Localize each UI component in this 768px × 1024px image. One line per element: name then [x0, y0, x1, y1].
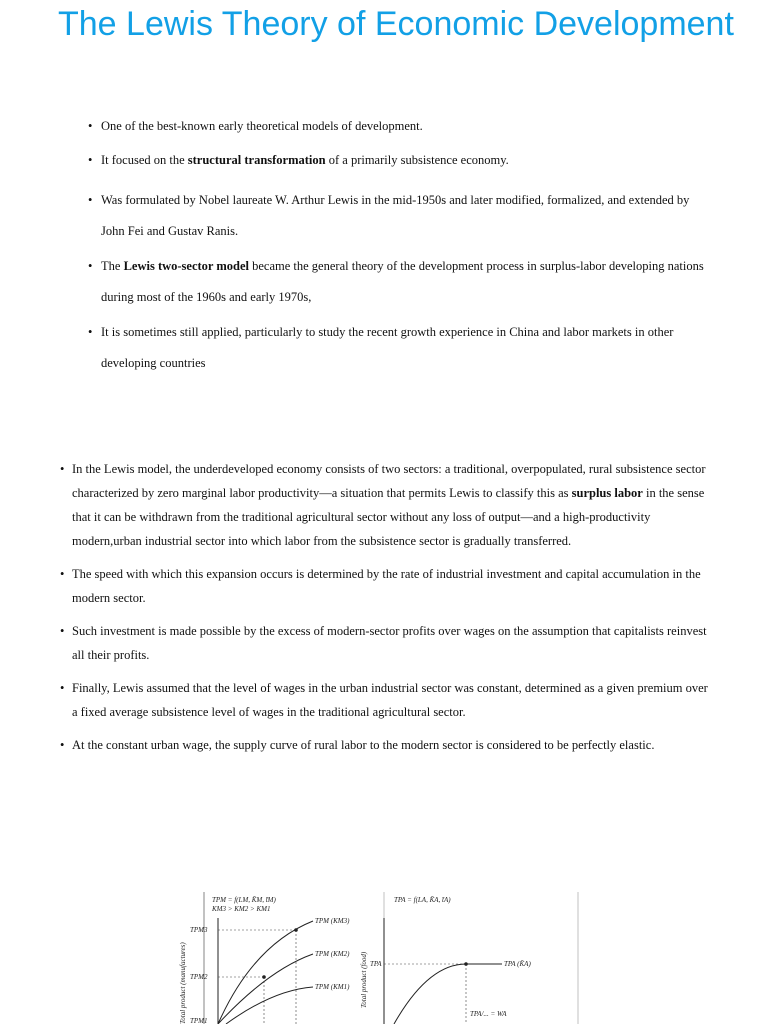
item-text-after: became the general theory of the development process in surplus-labor developing nations during most of the 1960s and early 1970s, [101, 259, 704, 304]
label-tpa-wa: TPA/... = WA [470, 1010, 507, 1018]
tick-tpm3: TPM3 [190, 926, 208, 934]
item-text: Finally, Lewis assumed that the level of wages in the urban industrial sector was constant, determined as a given premium over a fixed average subsistence level of wages in the traditional agricultural sector. [72, 681, 708, 719]
list-item [58, 562, 716, 610]
right-equation: TPA = f(LA, K̄A, t̄A) [394, 896, 451, 904]
item-bold: Lewis two-sector model [123, 259, 249, 273]
item-text: It is sometimes still applied, particularly to study the recent growth experience in China and labor markets in other developing countries [101, 325, 674, 370]
list-item [58, 619, 716, 667]
item-text: It focused on the [101, 153, 188, 167]
list-item [58, 676, 716, 724]
item-text: The speed with which this expansion occurs is determined by the rate of industrial investment and capital accumulation in the modern sector. [72, 567, 701, 605]
curve-tpm-km1 [226, 987, 313, 1024]
point-km3 [294, 928, 298, 932]
label-tpm-km2: TPM (KM2) [315, 950, 350, 958]
tick-tpm2: TPM2 [190, 973, 208, 981]
list-item [86, 117, 706, 135]
label-tpm-km3: TPM (KM3) [315, 917, 350, 925]
item-text: The [101, 259, 124, 273]
item-text: In the Lewis model, the underdeveloped economy consists of two sectors: a traditional, overpopulated, rural subsistence sector characterized by zero marginal labor productivity—a situation that permits Lewis to classify this as [72, 462, 706, 500]
intro-bullet-list [86, 117, 706, 383]
left-capital-order: KM3 > KM2 > KM1 [212, 905, 271, 913]
point-tpa [464, 962, 468, 966]
item-text: One of the best-known early theoretical models of development. [101, 119, 423, 133]
item-text: Was formulated by Nobel laureate W. Arthur Lewis in the mid-1950s and later modified, formalized, and extended by John Fei and Gustav Ranis. [101, 193, 690, 238]
point-km2 [262, 975, 266, 979]
curve-tpm-km3 [218, 921, 313, 1024]
item-text: At the constant urban wage, the supply curve of rural labor to the modern sector is considered to be perfectly elastic. [72, 738, 655, 752]
item-bold: surplus labor [571, 486, 643, 500]
item-text-after: in the sense that it can be withdrawn from the traditional agricultural sector without any loss of output—and a high-productivity modern,urban industrial sector into which labor from the subsistence sector is gradually transferred. [72, 486, 705, 548]
list-item [58, 733, 716, 757]
list-item [86, 185, 706, 247]
list-item [86, 317, 706, 379]
tick-tpa: TPA [370, 960, 382, 968]
list-item [58, 457, 716, 553]
item-bold: structural transformation [187, 153, 326, 167]
label-tpa-ka: TPA (K̄A) [504, 960, 531, 968]
right-y-axis-label: Total product (food) [360, 951, 368, 1008]
left-y-axis-label: Total product (manufactures) [179, 942, 187, 1024]
list-item [86, 151, 706, 169]
list-item [86, 251, 706, 313]
item-text-after: of a primarily subsistence economy. [325, 153, 509, 167]
item-text: Such investment is made possible by the excess of modern-sector profits over wages on the assumption that capitalists reinvest all their profits. [72, 624, 707, 662]
label-tpm-km1: TPM (KM1) [315, 983, 350, 991]
left-equation: TPM = f(LM, K̄M, t̄M) [212, 896, 276, 904]
tick-tpm1: TPM1 [190, 1017, 208, 1024]
lewis-model-figure [178, 890, 588, 1024]
model-bullet-list [58, 457, 716, 766]
page-title: The Lewis Theory of Economic Development [58, 5, 734, 43]
